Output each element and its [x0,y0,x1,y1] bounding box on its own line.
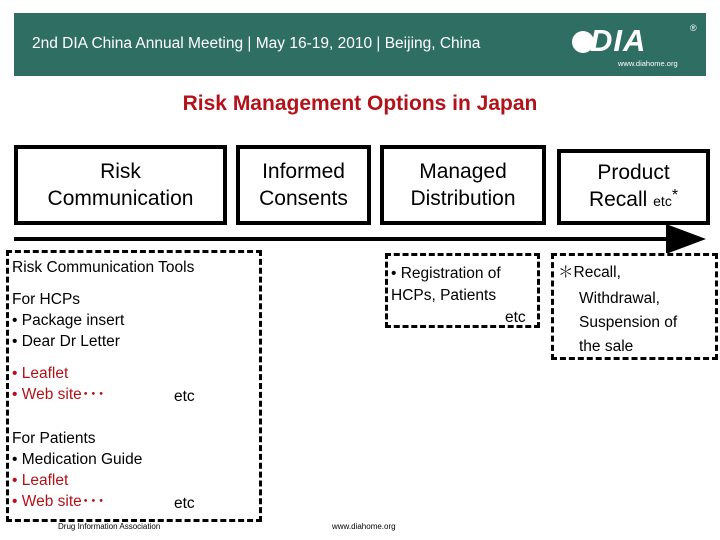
box-label: Managed [419,160,507,183]
etc-label: etc [505,309,526,326]
box-label: Communication [47,187,194,210]
list-item: • Web site･･･ [12,386,106,403]
recall-note-line: Withdrawal, [579,290,660,307]
header-title: 2nd DIA China Annual Meeting | May 16-19, 2010 | Beijing, China [32,35,481,52]
list-item: • Leaflet [12,365,69,382]
informed-consents-box [236,145,371,225]
asterisk-mark: * [671,187,679,204]
tools-heading: Risk Communication Tools [12,259,195,276]
list-item: • Package insert [12,312,125,329]
product-recall-box [557,149,710,225]
logo-url: www.diahome.org [618,59,678,68]
list-item: • Leaflet [12,472,69,489]
box-label: Product [597,161,670,184]
recall-note-line: Suspension of [579,314,678,331]
footer-organization: Drug Information Association [58,522,161,531]
arrow-right-icon [666,224,706,254]
hcps-heading: For HCPs [12,291,81,308]
recall-note-line: ＊Recall, [558,264,621,281]
box-label: Consents [259,187,348,210]
patients-heading: For Patients [12,430,96,447]
registration-line: • Registration of [391,265,501,282]
risk-communication-box [14,145,227,225]
timeline-arrow-line [14,237,674,241]
page-title: Risk Management Options in Japan [182,92,538,115]
dia-logo [572,21,700,69]
list-item: • Web site･･･ [12,493,106,510]
box-label: Recall [588,188,648,211]
box-label: Informed [262,160,345,183]
etc-label: etc [174,495,195,512]
list-item: • Medication Guide [12,451,143,468]
registered-mark: ® [690,23,697,33]
box-label: Risk [100,160,141,183]
logo-text: DIA [590,23,647,58]
recall-note-line: the sale [579,338,634,355]
list-item: • Dear Dr Letter [12,333,120,350]
etc-label: etc [653,193,672,209]
header-banner [14,13,706,76]
footer-url: www.diahome.org [332,522,396,531]
registration-line: HCPs, Patients [391,287,497,304]
etc-label: etc [174,388,195,405]
box-label: Distribution [410,187,516,210]
managed-distribution-box [380,145,546,225]
